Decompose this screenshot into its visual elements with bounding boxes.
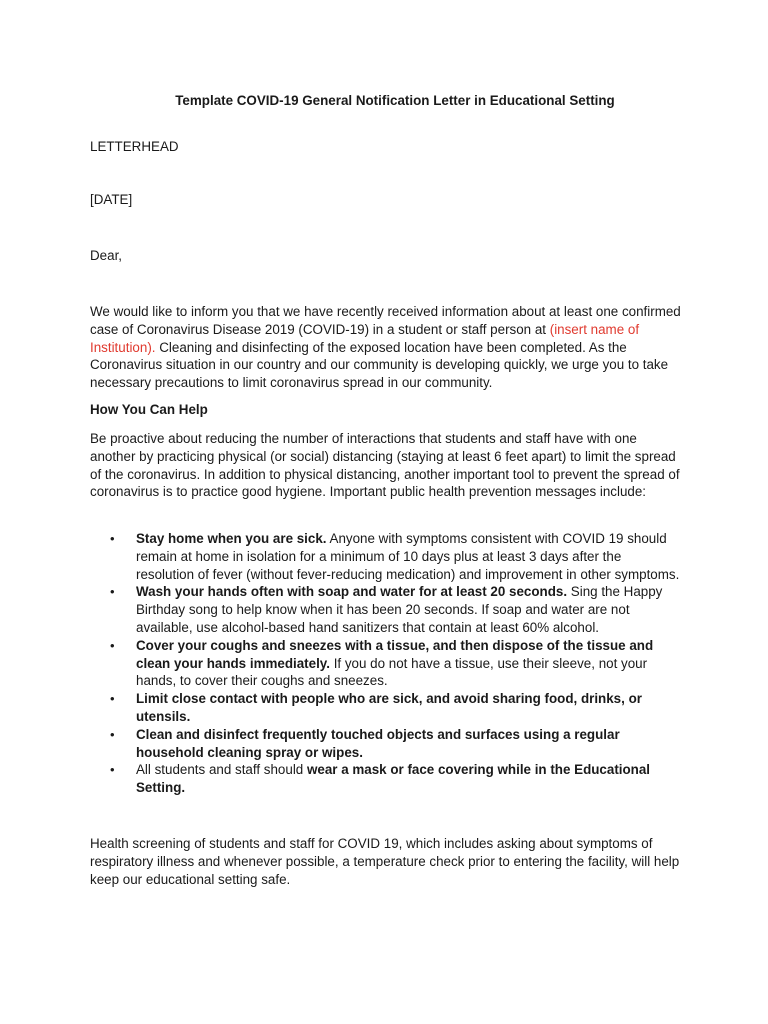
bullet-icon: • — [110, 637, 115, 653]
bullet-icon: • — [110, 762, 115, 778]
how-you-can-help-heading: How You Can Help — [90, 402, 208, 417]
closing-paragraph: Health screening of students and staff for COVID 19, which includes asking about symptoms of respiratory illness and whenever possible, a temperature check prior to entering the facility, will help keep our educational setting safe. — [90, 836, 680, 887]
list-item-text: Anyone with symptoms consistent with COVID 19 should remain at home in isolation for a minimum of 10 days plus at least 3 days after the resolution of fever (without fever-reducing medication) and improvement in other symptoms. — [136, 531, 680, 582]
bullet-icon: • — [110, 531, 115, 546]
list-item — [90, 726, 680, 762]
list-item-bold: Clean and disinfect frequently touched objects and surfaces using a regular household cleaning spray or wipes. — [136, 726, 620, 760]
list-item — [90, 583, 680, 636]
intro-text-part2: Cleaning and disinfecting of the exposed location have been completed. As the Coronavirus situation in our country and our community is developing quickly, we urge you to take necessary precautions to limit coronavirus spread in our community. — [90, 339, 669, 391]
intro-text-part1: We would like to inform you that we have recently received information about at least one confirmed case of Coronavirus Disease 2019 (COVID-19) in a student or staff person at — [90, 304, 681, 337]
bullet-icon: • — [110, 584, 115, 600]
list-item-text: If you do not have a tissue, use their sleeve, not your hands, to cover their coughs and sneezes. — [136, 655, 648, 689]
help-paragraph: Be proactive about reducing the number of interactions that students and staff have with one another by practicing physical (or social) distancing (staying at least 6 feet apart) to limit the spread of the coronavirus. In addition to physical distancing, another important tool to prevent the spread of coronavirus is to practice good hygiene. Important public health prevention messages include: — [90, 431, 680, 500]
list-item — [90, 761, 680, 797]
document-title: Template COVID-19 General Notification Letter in Educational Setting — [175, 93, 615, 108]
bullet-icon: • — [110, 726, 115, 742]
list-item — [90, 637, 680, 690]
list-item-bold: Wash your hands often with soap and water for at least 20 seconds. — [136, 584, 568, 600]
bullet-icon: • — [110, 691, 115, 707]
list-item-lead: All students and staff should — [136, 762, 307, 778]
institution-name-placeholder: (insert name of Institution). — [90, 321, 640, 355]
list-item-bold: Limit close contact with people who are sick, and avoid sharing food, drinks, or utensils. — [136, 691, 642, 724]
salutation: Dear, — [90, 248, 123, 263]
list-item-bold: wear a mask or face covering while in the Educational Setting. — [136, 762, 651, 796]
list-item — [90, 690, 680, 726]
list-item-bold: Cover your coughs and sneezes with a tissue, and then dispose of the tissue and clean your hands immediately. — [136, 637, 654, 671]
prevention-list — [90, 530, 680, 797]
letterhead-placeholder: LETTERHEAD — [90, 139, 179, 154]
list-item-bold: Stay home when you are sick. — [136, 531, 327, 546]
list-item-text: Sing the Happy Birthday song to help know when it has been 20 seconds. If soap and water are not available, use alcohol-based hand sanitizers that contain at least 60% alcohol. — [136, 584, 663, 635]
intro-paragraph — [90, 303, 682, 392]
date-placeholder: [DATE] — [90, 192, 133, 207]
list-item — [90, 530, 680, 583]
